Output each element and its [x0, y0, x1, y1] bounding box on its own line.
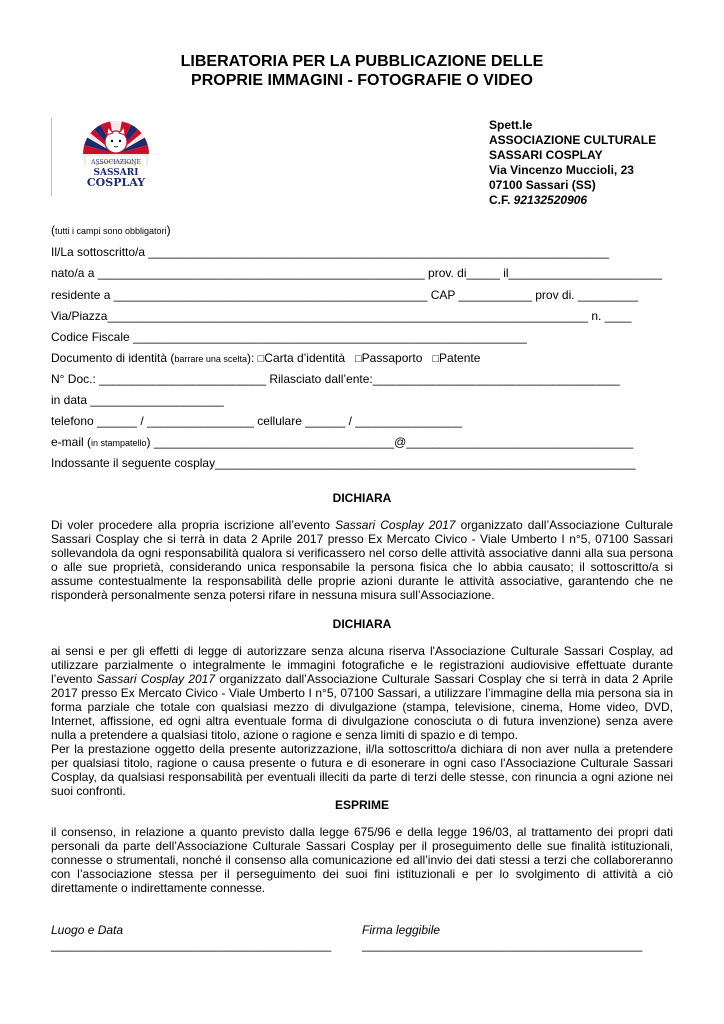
field-telefono[interactable]: telefono ______ / ________________ cellulare ______ / ________________ [51, 414, 463, 428]
addressee-line: Spett.le [489, 118, 533, 132]
field-codice-fiscale[interactable]: Codice Fiscale ___________________________________________________________ [51, 330, 527, 344]
field-documento: Documento di identità (barrare una scelta): □Carta d’identità □Passaporto □Patente [51, 351, 481, 365]
heading-esprime: ESPRIME [334, 798, 389, 812]
addressee-line: ASSOCIAZIONE CULTURALE [489, 133, 657, 147]
addressee-line: 07100 Sassari (SS) [489, 178, 596, 192]
label-firma: Firma leggibile [362, 923, 441, 937]
logo-text-association: ASSOCIAZIONE [91, 159, 141, 166]
paragraph-dichiara-1: Di voler procedere alla propria iscrizione all’evento Sassari Cosplay 2017 organizzato dall’Associazione Culturale Sassari Cosplay che si terrà in data 2 Aprile 2017 presso Ex Mercato Civico - Viale Umberto I n°5, 07100 Sassari sollevandola da ogni responsabilità qualora si verificassero nel corso delle attività associative danni alla sua persona o alle sue proprietà, considerando unica responsabile la persona fisica che lo abbia causato; il sottoscritto/a si assume contestualmente la responsabilità delle proprie azioni durante le attività associative, garantendo che ne risponderà personalmente senza potersi rifare in nessuna misura sull’Associazione. [51, 518, 673, 602]
logo-text-sassari: SASSARI [93, 168, 139, 178]
required-fields-note: (tutti i campi sono obbligatori) [51, 223, 171, 237]
field-in-data[interactable]: in data ____________________ [51, 393, 224, 407]
document-title-line1: LIBERATORIA PER LA PUBBLICAZIONE DELLE [180, 53, 544, 70]
field-sottoscritto[interactable]: Il/La sottoscritto/a _____________________________________________________________________ [51, 245, 609, 259]
field-numero-doc[interactable]: N° Doc.: _________________________ Rilasciato dall’ente:_____________________________________ [51, 372, 620, 386]
addressee-line: SASSARI COSPLAY [489, 148, 603, 162]
field-cosplay[interactable]: Indossante il seguente cosplay_______________________________________________________________ [51, 456, 636, 470]
field-via-piazza[interactable]: Via/Piazza________________________________________________________________________ n. ____ [51, 309, 632, 323]
option-carta-identita: Carta d’identità [264, 351, 345, 365]
paragraph-esprime: il consenso, in relazione a quanto previsto dalla legge 675/96 e della legge 196/03, al trattamento dei propri dati personali da parte dell’Associazione Culturale Sassari Cosplay per il proseguimento delle sue finalità istituzionali, connesse o strumentali, nonché il consenso alla comunicazione ed all’invio dei dati stessi a terzi che collaboreranno con l’associazione stessa per il perseguimento dei suoi fini istituzionali e per lo svolgimento di attività a ciò direttamente o indirettamente connesse. [51, 825, 673, 895]
heading-dichiara-1: DICHIARA [332, 491, 392, 505]
checkbox-carta-identita[interactable]: □ [257, 353, 265, 365]
cf-number: 92132520906 [513, 193, 588, 207]
line-firma[interactable]: __________________________________________ [362, 938, 643, 952]
paragraph-dichiara-2: ai sensi e per gli effetti di legge di autorizzare senza alcuna riserva l'Associazione Culturale Sassari Cosplay, ad utilizzare parzialmente o integralmente le immagini fotografiche e le registrazioni audiovisive effettuate durante l’evento Sassari Cosplay 2017 organizzato dall’Associazione Culturale Sassari Cosplay che si terrà in data 2 Aprile 2017 presso Ex Mercato Civico - Viale Umberto I n°5, 07100 Sassari, a utilizzare l’immagine della mia persona sia in forma parziale che totale con qualsiasi mezzo di divulgazione (stampa, televisione, cinema, Home video, DVD, Internet, affissione, ed ogni altra eventuale forma di divulgazione conosciuta o di futura invenzione) senza avere nulla a pretendere a qualsiasi titolo, azione o ragione e senza limiti di spazio e di tempo. [51, 644, 673, 742]
field-residente[interactable]: residente a _______________________________________________ CAP ___________ prov di. _________ [51, 288, 638, 302]
addressee-line: Via Vincenzo Muccioli, 23 [489, 163, 634, 177]
association-logo [74, 120, 158, 196]
heading-dichiara-2: DICHIARA [332, 617, 392, 631]
addressee-block [489, 118, 656, 208]
option-patente: Patente [439, 351, 481, 365]
field-email[interactable]: e-mail (in stampatello) ____________________________________@__________________________________ [51, 435, 634, 449]
paragraph-prestazione: Per la prestazione oggetto della presente autorizzazione, il/la sottoscritto/a dichiara di non aver nulla a pretendere per qualsiasi titolo, ragione o causa presente o futura e di esonerare in ogni caso l'Associazione Culturale Sassari Cosplay, da qualsiasi responsabilità per eventuali illeciti da parte di terzi delle stesse, con rinuncia a ogni azione nei suoi confronti. [51, 742, 673, 798]
field-nato-a[interactable]: nato/a a _________________________________________________ prov. di_____ il_______________________ [51, 266, 663, 280]
checkbox-patente[interactable]: □ [432, 353, 440, 365]
logo-text-cosplay: COSPLAY [86, 176, 146, 189]
document-title-line2: PROPRIE IMMAGINI - FOTOGRAFIE O VIDEO [191, 72, 533, 89]
addressee-cf: C.F. 92132520906 [489, 193, 588, 207]
header-divider [51, 118, 52, 196]
label-luogo-data: Luogo e Data [51, 923, 124, 937]
option-passaporto: Passaporto [361, 351, 423, 365]
line-luogo-data[interactable]: __________________________________________ [51, 938, 332, 952]
checkbox-passaporto[interactable]: □ [355, 353, 362, 365]
